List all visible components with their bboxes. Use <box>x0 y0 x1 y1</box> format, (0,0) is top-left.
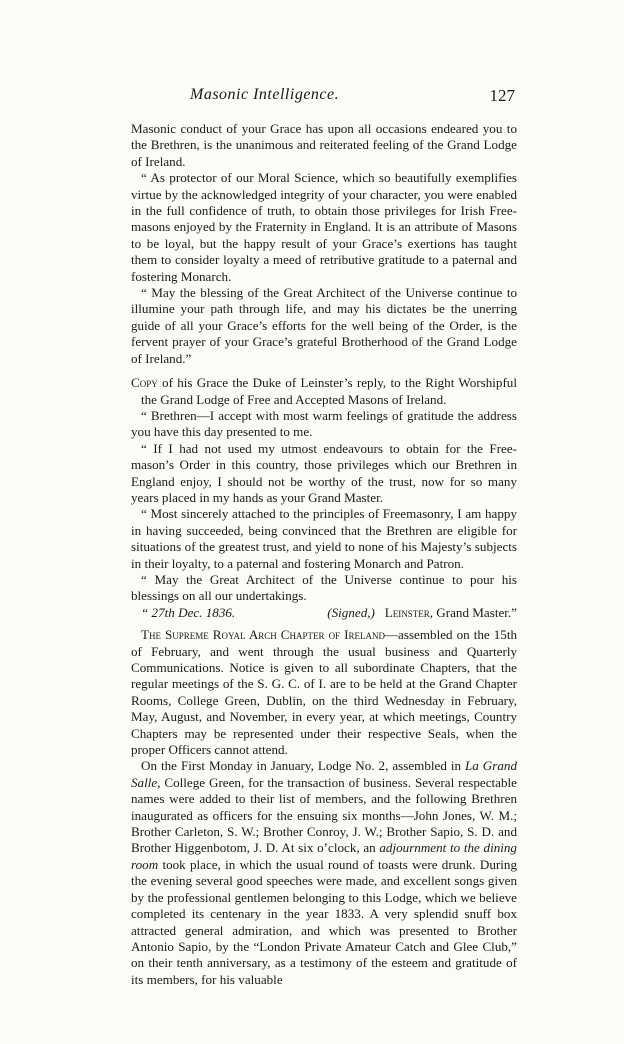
paragraph-text: “ As protector of our Moral Science, which so beautifully exemplifies virtue by the acknowledged integrity of your character, you were enabled in the full confidence of truth, to obtain those privileges for Irish Free-masons enjoyed by the Fraternity in England. It is an attribute of Masons to be loyal, but the happy result of your Grace’s exertions has taught them to consider loyalty a meed of retributive gratitude to a paternal and fostering Monarch. <box>131 170 517 284</box>
page-number: 127 <box>489 86 515 105</box>
paragraph: Masonic conduct of your Grace has upon all occasions endeared you to the Brethren, is the unanimous and reiterated feeling of the Grand Lodge of Ireland. <box>131 121 517 169</box>
paragraph-text: On the First Monday in January, Lodge No. 2, assembled in <box>141 758 465 774</box>
paragraph: “ If I had not used my utmost endeavours to obtain for the Free-mason’s Order in this country, those privileges which our Brethren in England enjoy, I should not be worthy of the trust, now for so many years placed in my hands as your Grand Master. <box>131 440 517 505</box>
paragraph-text: took place, in which the usual round of toasts were drunk. During the evening several good speeches were made, and excellent songs given by the professional gentlemen belonging to this Lodge, which we believe completed its centenary in the year 1833. A very splendid snuff box attracted general admiration, and which was presented to Brother Antonio Sapio, by the “London Private Amateur Catch and Glee Club,” on their tenth anniversary, as a testimony of the esteem and gratitude of its members, for his valuable <box>131 856 517 987</box>
signature-line <box>131 605 517 621</box>
body-text <box>131 121 517 988</box>
paragraph <box>131 627 517 758</box>
paragraph <box>131 170 517 285</box>
paragraph: “ May the blessing of the Great Architect of the Universe continue to illumine your path through life, and may his dictates be the unerring guide of all your Grace’s efforts for the well being of the Order, is the fervent prayer of your Grace’s grateful Brotherhood of the Grand Lodge of Ireland.” <box>131 285 517 366</box>
section-heading <box>131 375 517 408</box>
spacer <box>131 367 517 375</box>
signature-name: Leinster <box>384 604 430 620</box>
signature-label: (Signed,) <box>327 604 375 620</box>
signature-block <box>327 605 517 621</box>
paragraph: “ Brethren—I accept with most warm feelings of gratitude the address you have this day presented to me. <box>131 407 517 440</box>
venue-name: La Grand Salle <box>131 758 517 790</box>
chapter-name: The Supreme Royal Arch Chapter of Ireland <box>141 627 385 643</box>
page-header <box>130 86 515 110</box>
signature-title: , Grand Master.” <box>429 604 517 620</box>
signature-date: “ 27th Dec. 1836. <box>141 604 236 620</box>
running-title: Masonic Intelligence. <box>190 86 340 103</box>
paragraph: “ May the Great Architect of the Universe continue to pour his blessings on all our undertakings. <box>131 571 517 604</box>
paragraph <box>131 758 517 988</box>
section-heading-text: of his Grace the Duke of Leinster’s reply, to the Right Worshipful the Grand Lodge of Free and Accepted Masons of Ireland. <box>141 375 517 407</box>
paragraph-text: , College Green, for the transaction of business. Several respectable names were added to their list of members, and the following Brethren inaugurated as officers for the ensuing six months—John Jones, W. M.; Brother Carleton, S. W.; Brother Conroy, J. W.; Brother Sapio, S. D. and Brother Higgenbotom, J. D. At six o’clock, an <box>131 774 517 856</box>
paragraph-text: —assembled on the 15th of February, and went through the usual business and Quarterly Communications. Notice is given to all subordinate Chapters, that the regular meetings of the S. G. C. of I. are to be held at the Grand Chapter Rooms, College Green, Dublin, on the third Wednesday in February, May, August, and November, in every year, at which meetings, Country Chapters may be represented under their respective Seals, when the proper Officers cannot attend. <box>131 627 518 758</box>
italic-phrase: adjournment to the dining room <box>131 840 517 872</box>
section-lead: Copy <box>131 375 158 391</box>
paragraph: “ Most sincerely attached to the principles of Freemasonry, I am happy in having succeeded, being convinced that the Brethren are eligible for situations of the greatest trust, and yield to none of his Majesty’s subjects in their loyalty, to a paternal and fostering Monarch and Patron. <box>131 506 517 571</box>
